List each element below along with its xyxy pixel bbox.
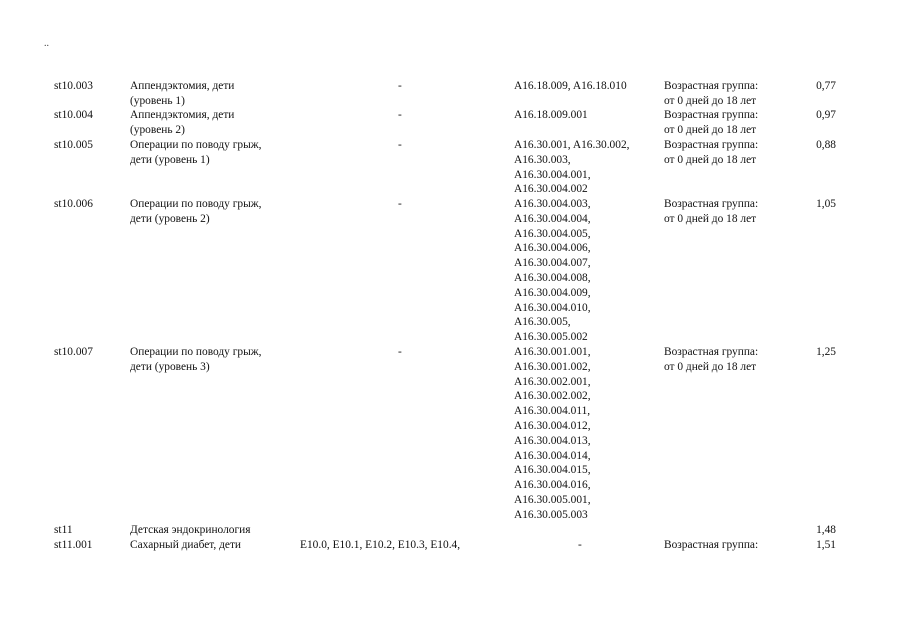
row-diagnosis-dash: -	[398, 109, 402, 121]
row-coefficient: 0,88	[816, 139, 836, 151]
row-operations: A16.30.001.001, A16.30.001.002, A16.30.002.001, A16.30.002.002, A16.30.004.011, A16.30.004.012, A16.30.004.013, A16.30.004.014, A16.30.004.015, A16.30.004.016, A16.30.005.001, A16.30.005.003	[514, 346, 591, 521]
row-operations: A16.18.009, A16.18.010	[514, 80, 627, 92]
row-code: st10.004	[54, 109, 93, 121]
row-coefficient: 0,97	[816, 109, 836, 121]
row-coefficient: 0,77	[816, 80, 836, 92]
row-operations: A16.30.001, A16.30.002, A16.30.003, A16.30.004.001, A16.30.004.002	[514, 139, 630, 196]
row-code: st10.005	[54, 139, 93, 151]
row-operations: A16.18.009.001	[514, 109, 588, 121]
row-operations: A16.30.004.003, A16.30.004.004, A16.30.004.005, A16.30.004.006, A16.30.004.007, A16.30.004.008, A16.30.004.009, A16.30.004.010, A16.30.005, A16.30.005.002	[514, 198, 591, 344]
row-diagnosis-dash: -	[398, 198, 402, 210]
row-coefficient: 1,51	[816, 539, 836, 551]
row-code: st11	[54, 524, 73, 536]
row-criteria: Возрастная группа:	[664, 539, 759, 551]
row-name: Операции по поводу грыж, дети (уровень 2)	[130, 198, 262, 225]
row-name: Детская эндокринология	[130, 524, 251, 536]
row-diagnosis-dash: -	[398, 346, 402, 358]
header-dots: ..	[44, 38, 49, 49]
row-criteria: Возрастная группа: от 0 дней до 18 лет	[664, 80, 759, 107]
row-diagnosis-dash: -	[398, 139, 402, 151]
row-diagnosis: E10.0, E10.1, E10.2, E10.3, E10.4,	[300, 539, 461, 551]
row-diagnosis-dash: -	[398, 80, 402, 92]
row-code: st10.003	[54, 80, 93, 92]
row-criteria: Возрастная группа: от 0 дней до 18 лет	[664, 139, 759, 166]
row-name: Аппендэктомия, дети (уровень 1)	[130, 80, 235, 107]
row-name: Операции по поводу грыж, дети (уровень 1)	[130, 139, 262, 166]
row-coefficient: 1,48	[816, 524, 836, 536]
row-criteria: Возрастная группа: от 0 дней до 18 лет	[664, 346, 759, 373]
row-name: Операции по поводу грыж, дети (уровень 3)	[130, 346, 262, 373]
row-code: st10.007	[54, 346, 93, 358]
row-criteria: Возрастная группа: от 0 дней до 18 лет	[664, 109, 759, 136]
row-coefficient: 1,25	[816, 346, 836, 358]
row-name: Аппендэктомия, дети (уровень 2)	[130, 109, 235, 136]
row-name: Сахарный диабет, дети	[130, 539, 242, 551]
row-criteria: Возрастная группа: от 0 дней до 18 лет	[664, 198, 759, 225]
row-code: st11.001	[54, 539, 93, 551]
row-operations-dash: -	[578, 539, 582, 551]
row-coefficient: 1,05	[816, 198, 836, 210]
row-code: st10.006	[54, 198, 93, 210]
